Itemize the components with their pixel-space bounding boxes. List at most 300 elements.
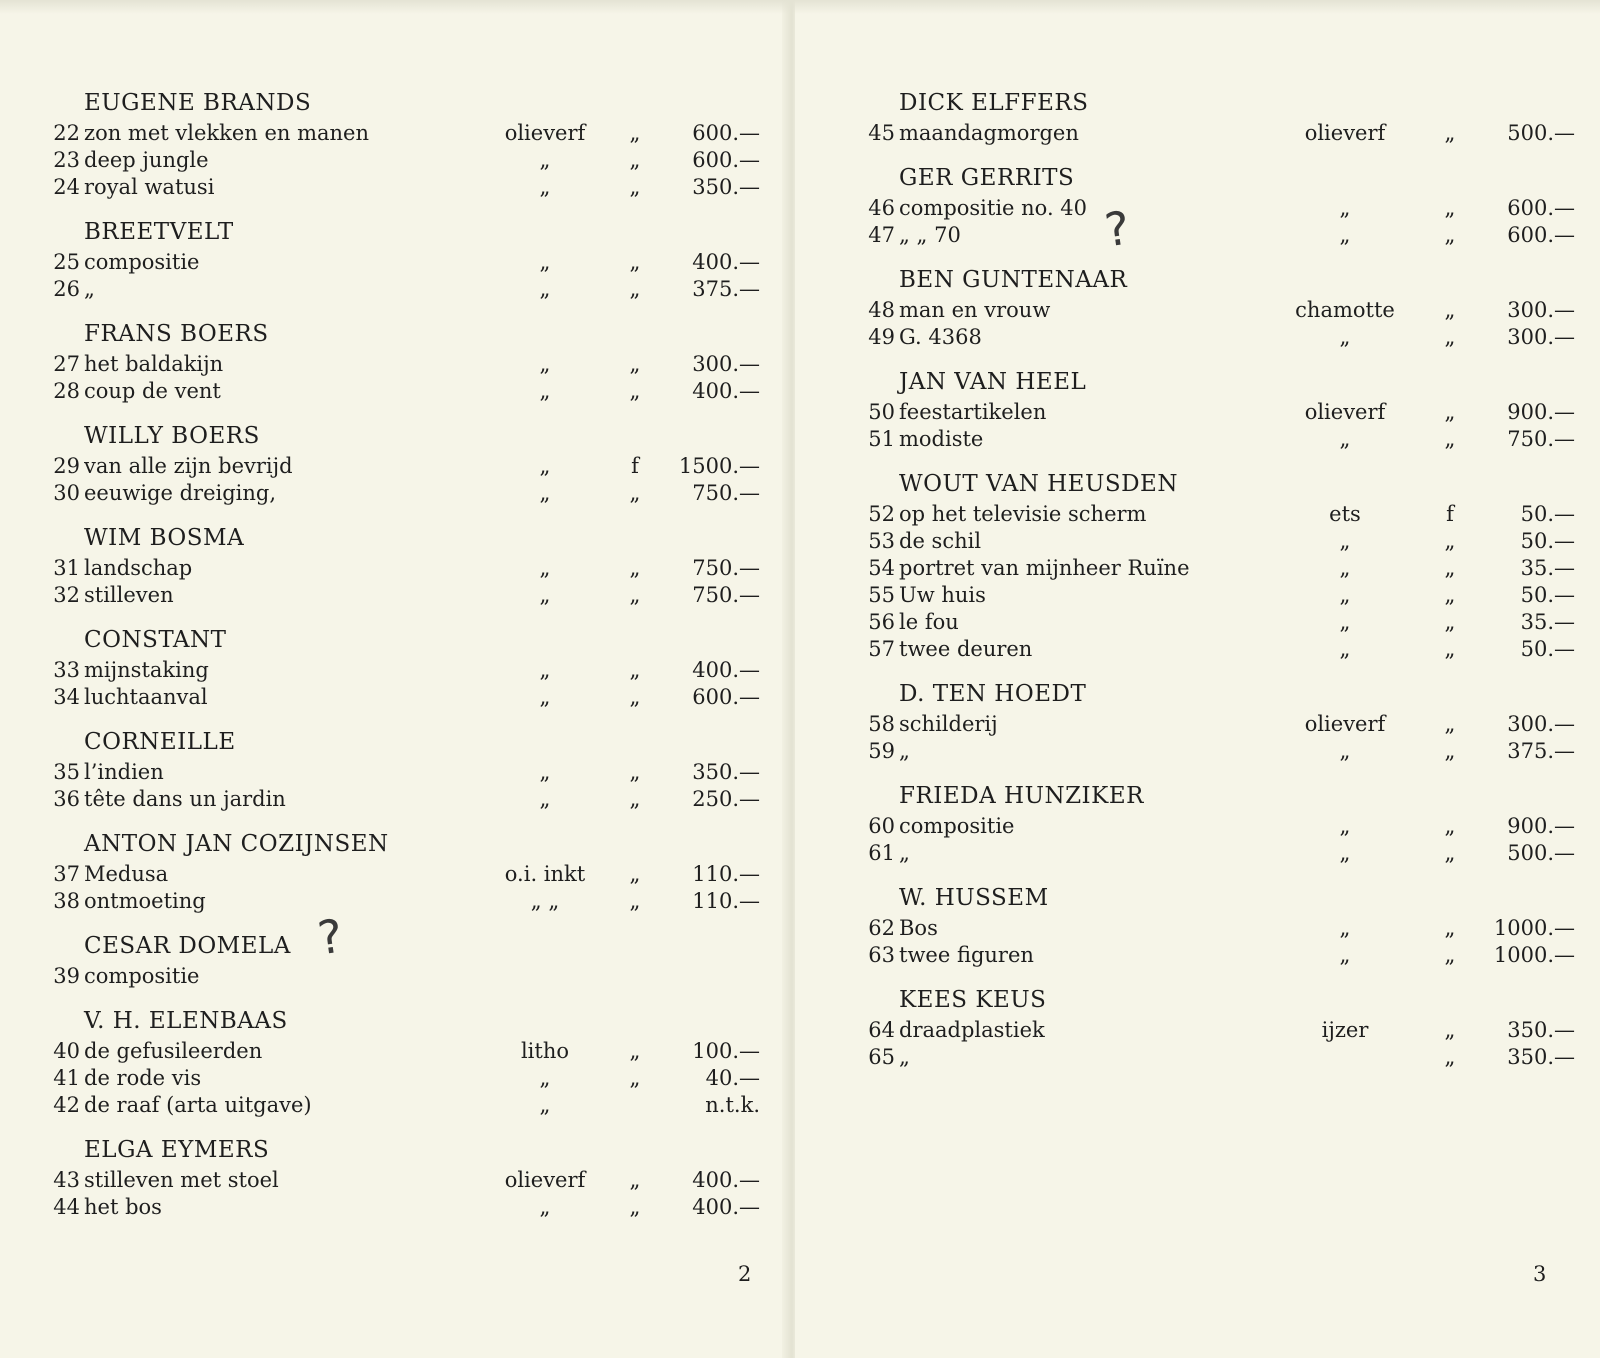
work-price: 600.— <box>692 148 760 172</box>
catalogue-number: 41 <box>53 1066 80 1090</box>
artist-name: ELGA EYMERS <box>84 1137 270 1163</box>
artist-name: W. HUSSEM <box>899 885 1049 911</box>
catalogue-number: 49 <box>868 325 895 349</box>
currency-mark: „ <box>629 889 641 913</box>
catalogue-number: 52 <box>868 502 895 526</box>
catalogue-number: 62 <box>868 916 895 940</box>
work-title: man en vrouw <box>899 298 1051 322</box>
work-row <box>855 840 1575 867</box>
currency-mark: „ <box>629 583 641 607</box>
artist-section <box>855 263 1575 351</box>
work-price: 400.— <box>692 379 760 403</box>
currency-mark: „ <box>629 277 641 301</box>
currency-mark: „ <box>1444 1018 1456 1042</box>
currency-mark: „ <box>1444 121 1456 145</box>
catalogue-number: 50 <box>868 400 895 424</box>
work-price: 35.— <box>1520 610 1575 634</box>
currency-mark: „ <box>1444 739 1456 763</box>
work-price: 350.— <box>692 760 760 784</box>
catalogue-number: 24 <box>53 175 80 199</box>
currency-mark: „ <box>1444 916 1456 940</box>
currency-mark: „ <box>629 1195 641 1219</box>
catalogue-number: 45 <box>868 121 895 145</box>
work-price: 350.— <box>1507 1018 1575 1042</box>
work-title: portret van mijnheer Ruïne <box>899 556 1190 580</box>
work-row <box>855 195 1575 222</box>
currency-mark: „ <box>629 1066 641 1090</box>
work-row <box>40 147 760 174</box>
currency-mark: „ <box>629 148 641 172</box>
artist-name: WIM BOSMA <box>84 525 245 551</box>
work-medium: „ <box>539 454 551 478</box>
artist-section <box>40 317 760 405</box>
work-price: 50.— <box>1520 637 1575 661</box>
artist-section <box>855 365 1575 453</box>
work-title: deep jungle <box>84 148 209 172</box>
catalogue-number: 36 <box>53 787 80 811</box>
catalogue-number: 30 <box>53 481 80 505</box>
work-row <box>855 813 1575 840</box>
catalogue-number: 53 <box>868 529 895 553</box>
currency-mark: „ <box>629 760 641 784</box>
work-medium: „ <box>1339 814 1351 838</box>
currency-mark: „ <box>629 352 641 376</box>
work-title: het baldakijn <box>84 352 224 376</box>
work-title: zon met vlekken en manen <box>84 121 369 145</box>
catalogue-number: 58 <box>868 712 895 736</box>
work-row <box>855 324 1575 351</box>
work-medium: „ <box>539 787 551 811</box>
work-row <box>40 759 760 786</box>
work-price: 35.— <box>1520 556 1575 580</box>
artist-name: KEES KEUS <box>899 987 1047 1013</box>
work-row <box>40 861 760 888</box>
work-row <box>855 120 1575 147</box>
work-price: 1000.— <box>1493 943 1575 967</box>
work-title: draadplastiek <box>899 1018 1045 1042</box>
work-title: de gefusileerden <box>84 1039 263 1063</box>
work-row <box>40 1167 760 1194</box>
work-price: 400.— <box>692 658 760 682</box>
artist-name: DICK ELFFERS <box>899 90 1089 116</box>
work-title: compositie no. 40 <box>899 196 1088 220</box>
artist-section <box>40 521 760 609</box>
artist-name: GER GERRITS <box>899 165 1075 191</box>
work-row <box>855 915 1575 942</box>
work-row <box>855 528 1575 555</box>
work-medium: „ <box>539 481 551 505</box>
work-row <box>40 582 760 609</box>
catalogue-number: 55 <box>868 583 895 607</box>
work-medium: „ <box>1339 943 1351 967</box>
work-medium: ijzer <box>1321 1018 1369 1042</box>
work-title: de rode vis <box>84 1066 202 1090</box>
work-row <box>40 555 760 582</box>
work-title: luchtaanval <box>84 685 208 709</box>
artist-section <box>855 161 1575 249</box>
artist-section <box>855 779 1575 867</box>
work-row <box>40 1194 760 1221</box>
artist-section <box>40 419 760 507</box>
work-price: 40.— <box>705 1066 760 1090</box>
artist-section <box>40 1133 760 1221</box>
artist-list <box>855 86 1575 1085</box>
currency-mark: „ <box>1444 841 1456 865</box>
work-medium: „ <box>539 148 551 172</box>
work-title: de schil <box>899 529 982 553</box>
work-price: 750.— <box>1507 427 1575 451</box>
currency-mark: „ <box>1444 223 1456 247</box>
currency-mark: „ <box>1444 298 1456 322</box>
artist-name: FRANS BOERS <box>84 321 269 347</box>
currency-mark: f <box>631 454 639 478</box>
work-price: 1000.— <box>1493 916 1575 940</box>
catalogue-number: 39 <box>53 964 80 988</box>
work-price: 110.— <box>692 862 760 886</box>
work-medium: „ <box>539 1195 551 1219</box>
work-title: feestartikelen <box>899 400 1047 424</box>
work-row <box>855 1044 1575 1071</box>
catalogue-number: 23 <box>53 148 80 172</box>
work-price: 600.— <box>692 685 760 709</box>
work-medium: „ <box>539 277 551 301</box>
work-row <box>855 501 1575 528</box>
work-medium: olieverf <box>1304 712 1386 736</box>
catalogue-number: 51 <box>868 427 895 451</box>
work-medium: „ <box>539 352 551 376</box>
work-row <box>855 636 1575 663</box>
currency-mark: f <box>1446 502 1454 526</box>
currency-mark: „ <box>629 175 641 199</box>
catalogue-number: 38 <box>53 889 80 913</box>
artist-section <box>40 86 760 201</box>
work-medium: „ <box>539 583 551 607</box>
work-medium: „ <box>1339 196 1351 220</box>
work-title: schilderij <box>899 712 998 736</box>
artist-name: V. H. ELENBAAS <box>84 1008 288 1034</box>
catalogue-number: 61 <box>868 841 895 865</box>
currency-mark: „ <box>629 481 641 505</box>
artist-name: CORNEILLE <box>84 729 236 755</box>
work-price: 750.— <box>692 556 760 580</box>
currency-mark: „ <box>629 787 641 811</box>
artist-section <box>40 929 760 990</box>
work-price: 900.— <box>1507 814 1575 838</box>
work-row <box>40 888 760 915</box>
work-price: n.t.k. <box>705 1093 760 1117</box>
work-price: 500.— <box>1507 121 1575 145</box>
currency-mark: „ <box>1444 814 1456 838</box>
work-medium: „ <box>1339 583 1351 607</box>
page-left <box>0 0 790 1358</box>
currency-mark: „ <box>629 685 641 709</box>
work-medium: „ <box>1339 556 1351 580</box>
work-price: 400.— <box>692 1195 760 1219</box>
work-price: 900.— <box>1507 400 1575 424</box>
work-medium: „ <box>1339 223 1351 247</box>
work-row <box>855 555 1575 582</box>
catalogue-number: 63 <box>868 943 895 967</box>
work-title: eeuwige dreiging, <box>84 481 277 505</box>
work-row <box>855 1017 1575 1044</box>
work-medium: „ <box>1339 739 1351 763</box>
work-row <box>855 942 1575 969</box>
work-price: 300.— <box>1507 712 1575 736</box>
currency-mark: „ <box>629 658 641 682</box>
artist-section <box>40 827 760 915</box>
work-row <box>855 297 1575 324</box>
currency-mark: „ <box>1444 196 1456 220</box>
page-number: 3 <box>1533 1262 1547 1286</box>
catalogue-number: 46 <box>868 196 895 220</box>
work-row <box>855 738 1575 765</box>
work-price: 300.— <box>1507 325 1575 349</box>
work-price: 600.— <box>1507 196 1575 220</box>
artist-name: CONSTANT <box>84 627 227 653</box>
work-row <box>855 426 1575 453</box>
catalogue-number: 31 <box>53 556 80 580</box>
work-title: „ <box>899 739 910 763</box>
artist-name: EUGENE BRANDS <box>84 90 312 116</box>
catalogue-number: 40 <box>53 1039 80 1063</box>
work-medium: „ <box>1339 841 1351 865</box>
work-medium: olieverf <box>1304 121 1386 145</box>
work-title: twee deuren <box>899 637 1033 661</box>
catalogue-number: 65 <box>868 1045 895 1069</box>
artist-name: D. TEN HOEDT <box>899 681 1087 707</box>
catalogue-number: 34 <box>53 685 80 709</box>
work-row <box>855 582 1575 609</box>
work-medium: „ <box>539 1093 551 1117</box>
work-title: ontmoeting <box>84 889 206 913</box>
currency-mark: „ <box>629 121 641 145</box>
work-title: op het televisie scherm <box>899 502 1147 526</box>
work-title: modiste <box>899 427 984 451</box>
artist-section <box>40 623 760 711</box>
work-row <box>855 711 1575 738</box>
catalogue-number: 35 <box>53 760 80 784</box>
catalogue-number: 29 <box>53 454 80 478</box>
work-price: 110.— <box>692 889 760 913</box>
work-title: Medusa <box>84 862 169 886</box>
currency-mark: „ <box>629 1168 641 1192</box>
catalogue-number: 32 <box>53 583 80 607</box>
work-title: G. 4368 <box>899 325 982 349</box>
work-row <box>40 378 760 405</box>
work-title: tête dans un jardin <box>84 787 286 811</box>
catalogue-number: 47 <box>868 223 895 247</box>
artist-section <box>855 881 1575 969</box>
artist-section <box>40 725 760 813</box>
work-title: landschap <box>84 556 193 580</box>
work-medium: „ <box>1339 916 1351 940</box>
work-title: le fou <box>899 610 959 634</box>
catalogue-number: 42 <box>53 1093 80 1117</box>
work-title: coup de vent <box>84 379 221 403</box>
work-price: 300.— <box>1507 298 1575 322</box>
page-number: 2 <box>738 1262 752 1286</box>
work-price: 50.— <box>1520 529 1575 553</box>
artist-section <box>40 1004 760 1119</box>
work-medium: „ <box>1339 610 1351 634</box>
work-row <box>40 1092 760 1119</box>
work-price <box>670 963 760 990</box>
catalogue-number: 48 <box>868 298 895 322</box>
work-price: 50.— <box>1520 502 1575 526</box>
work-medium: „ <box>539 556 551 580</box>
catalogue-number: 54 <box>868 556 895 580</box>
work-price: 1500.— <box>678 454 760 478</box>
work-row <box>855 222 1575 249</box>
work-price: 400.— <box>692 250 760 274</box>
work-medium: „ <box>1339 325 1351 349</box>
catalogue-number: 33 <box>53 658 80 682</box>
work-price: 375.— <box>692 277 760 301</box>
artist-name: BEN GUNTENAAR <box>899 267 1128 293</box>
work-row <box>40 480 760 507</box>
artist-section <box>855 86 1575 147</box>
work-medium: chamotte <box>1295 298 1395 322</box>
work-price: 500.— <box>1507 841 1575 865</box>
work-medium: „ <box>539 1066 551 1090</box>
work-medium: ets <box>1329 502 1361 526</box>
currency-mark: „ <box>1444 943 1456 967</box>
work-medium: „ „ <box>530 889 560 913</box>
work-price: 350.— <box>692 175 760 199</box>
work-price: 600.— <box>1507 223 1575 247</box>
work-price: 250.— <box>692 787 760 811</box>
work-medium <box>490 963 600 990</box>
work-medium: „ <box>539 175 551 199</box>
currency-mark: „ <box>1444 556 1456 580</box>
work-medium: olieverf <box>504 1168 586 1192</box>
work-title: l’indien <box>84 760 164 784</box>
artist-section <box>855 983 1575 1071</box>
currency-mark: „ <box>629 379 641 403</box>
work-title: „ <box>84 277 95 301</box>
work-medium: olieverf <box>504 121 586 145</box>
artist-list <box>40 86 760 1235</box>
currency-mark: „ <box>1444 325 1456 349</box>
catalogue-number: 44 <box>53 1195 80 1219</box>
work-row <box>40 786 760 813</box>
catalogue-number: 59 <box>868 739 895 763</box>
work-title: compositie <box>84 964 200 988</box>
work-row <box>40 276 760 303</box>
currency-mark: „ <box>1444 1045 1456 1069</box>
handwritten-question-mark: ? <box>314 908 347 966</box>
work-medium: „ <box>539 658 551 682</box>
work-title: „ <box>899 841 910 865</box>
catalogue-number: 22 <box>53 121 80 145</box>
work-row <box>40 963 760 990</box>
catalogue-number: 28 <box>53 379 80 403</box>
work-medium <box>1275 1044 1415 1071</box>
work-price: 350.— <box>1507 1045 1575 1069</box>
work-price: 750.— <box>692 481 760 505</box>
catalogue-number: 57 <box>868 637 895 661</box>
work-title: het bos <box>84 1195 162 1219</box>
work-row <box>40 351 760 378</box>
catalogue-number: 25 <box>53 250 80 274</box>
work-price: 600.— <box>692 121 760 145</box>
work-price: 750.— <box>692 583 760 607</box>
work-medium: „ <box>539 250 551 274</box>
work-medium: „ <box>1339 529 1351 553</box>
artist-section <box>855 467 1575 663</box>
catalogue-number: 27 <box>53 352 80 376</box>
work-title: stilleven met stoel <box>84 1168 279 1192</box>
artist-name: BREETVELT <box>84 219 234 245</box>
work-medium: o.i. inkt <box>504 862 586 886</box>
currency-mark: „ <box>1444 529 1456 553</box>
work-title: compositie <box>899 814 1015 838</box>
work-medium: „ <box>539 379 551 403</box>
work-row <box>40 684 760 711</box>
work-title: de raaf (arta uitgave) <box>84 1093 312 1117</box>
work-title: van alle zijn bevrijd <box>84 454 293 478</box>
catalogue-number: 64 <box>868 1018 895 1042</box>
work-title: stilleven <box>84 583 174 607</box>
work-price: 375.— <box>1507 739 1575 763</box>
work-row <box>40 249 760 276</box>
currency-mark: „ <box>1444 400 1456 424</box>
work-price: 50.— <box>1520 583 1575 607</box>
catalogue-number: 56 <box>868 610 895 634</box>
currency-mark: „ <box>1444 637 1456 661</box>
work-medium: olieverf <box>1304 400 1386 424</box>
work-title: twee figuren <box>899 943 1034 967</box>
work-row <box>40 453 760 480</box>
work-medium: „ <box>1339 637 1351 661</box>
work-row <box>40 1038 760 1065</box>
work-title: „ „ 70 <box>899 223 961 247</box>
work-title: compositie <box>84 250 200 274</box>
work-row <box>855 399 1575 426</box>
handwritten-question-mark: ? <box>1101 200 1134 258</box>
artist-name: WOUT VAN HEUSDEN <box>899 471 1178 497</box>
currency-mark <box>600 963 670 990</box>
work-title: Uw huis <box>899 583 986 607</box>
work-row <box>40 174 760 201</box>
work-price: 300.— <box>692 352 760 376</box>
currency-mark: „ <box>1444 583 1456 607</box>
artist-name: FRIEDA HUNZIKER <box>899 783 1144 809</box>
currency-mark: „ <box>1444 610 1456 634</box>
work-title: mijnstaking <box>84 658 209 682</box>
work-title: „ <box>899 1045 910 1069</box>
work-row <box>40 120 760 147</box>
work-title: royal watusi <box>84 175 215 199</box>
catalogue-number: 43 <box>53 1168 80 1192</box>
catalogue-number: 60 <box>868 814 895 838</box>
work-medium: „ <box>539 760 551 784</box>
page-right <box>795 0 1600 1358</box>
work-medium: „ <box>1339 427 1351 451</box>
currency-mark: „ <box>629 250 641 274</box>
catalogue-number: 26 <box>53 277 80 301</box>
currency-mark: „ <box>629 556 641 580</box>
artist-section <box>855 677 1575 765</box>
work-title: Bos <box>899 916 938 940</box>
work-row <box>40 657 760 684</box>
currency-mark: „ <box>1444 427 1456 451</box>
work-row <box>855 609 1575 636</box>
currency-mark: „ <box>1444 712 1456 736</box>
work-price: 400.— <box>692 1168 760 1192</box>
artist-name: JAN VAN HEEL <box>899 369 1087 395</box>
work-price: 100.— <box>692 1039 760 1063</box>
